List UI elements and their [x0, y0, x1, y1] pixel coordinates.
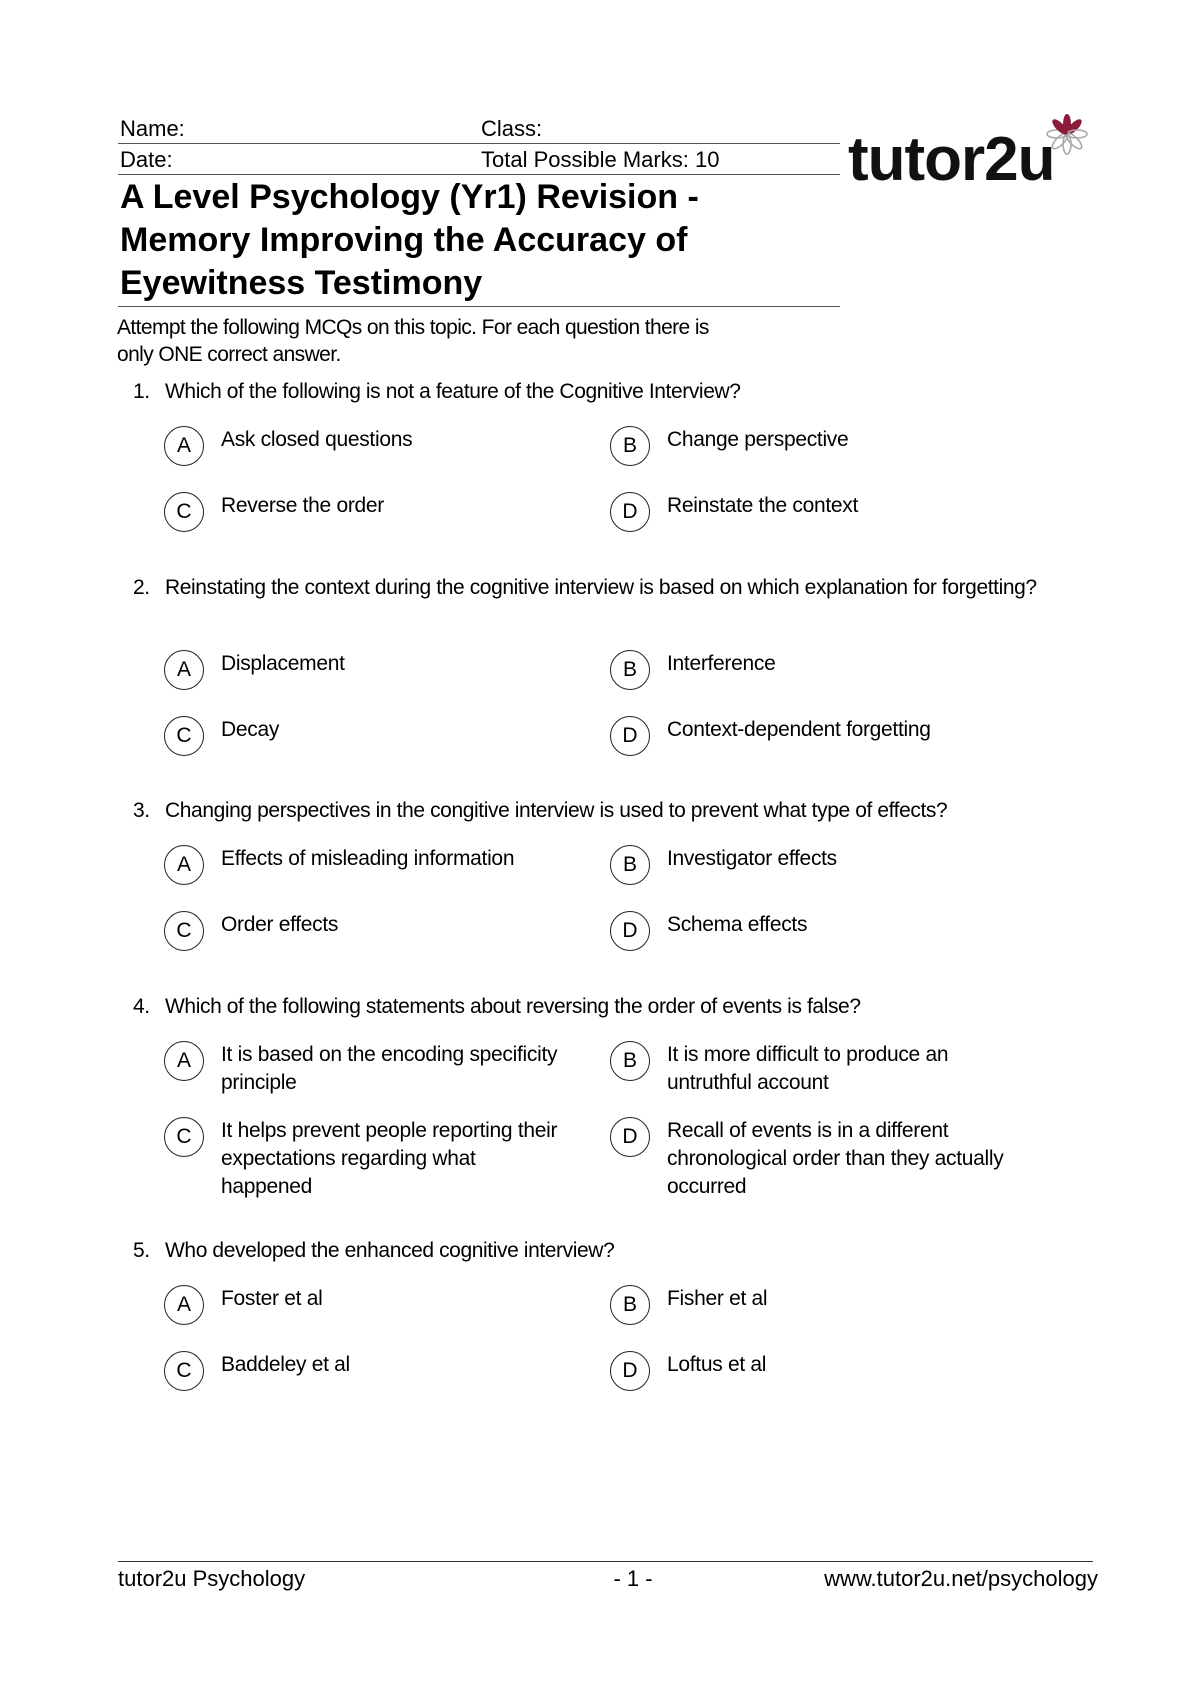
option-text: Order effects — [221, 913, 339, 936]
option-text: It is more difficult to produce an untruthful account — [667, 1043, 949, 1094]
option-text: Foster et al — [221, 1287, 323, 1310]
question-3-text-block — [133, 797, 1093, 825]
footer-divider — [118, 1561, 1093, 1562]
question-1-text-block — [133, 378, 1053, 406]
tutor2u-logo — [848, 112, 1098, 194]
title-line-1: A Level Psychology (Yr1) Revision - — [120, 178, 699, 216]
option-bubble[interactable]: B — [610, 650, 650, 690]
option-text: Interference — [667, 652, 776, 675]
flower-icon — [1045, 112, 1089, 156]
question-number: 3. — [133, 799, 150, 822]
question-5-text-block — [133, 1237, 1053, 1265]
footer-url: www.tutor2u.net/psychology — [824, 1566, 1098, 1591]
instructions-line-2: only ONE correct answer. — [117, 343, 341, 366]
logo-text: tutor2u — [848, 125, 1055, 194]
name-class-row — [118, 113, 840, 144]
option-bubble[interactable]: D — [610, 1117, 650, 1157]
question-number: 2. — [133, 576, 150, 599]
option-text: Loftus et al — [667, 1353, 767, 1376]
option-bubble[interactable]: C — [164, 1117, 204, 1157]
option-bubble[interactable]: B — [610, 1041, 650, 1081]
option-text: Reverse the order — [221, 494, 384, 517]
option-bubble[interactable]: A — [164, 426, 204, 466]
question-text: Which of the following statements about reversing the order of events is false? — [165, 995, 861, 1018]
option-bubble[interactable]: B — [610, 426, 650, 466]
option-text: Reinstate the context — [667, 494, 858, 517]
question-4-text-block — [133, 993, 1053, 1021]
question-number: 4. — [133, 995, 150, 1018]
title-line-2: Memory Improving the Accuracy of — [120, 221, 688, 259]
option-bubble[interactable]: D — [610, 1351, 650, 1391]
option-text: Effects of misleading information — [221, 847, 515, 870]
option-text: Context-dependent forgetting — [667, 718, 931, 741]
option-bubble[interactable]: A — [164, 650, 204, 690]
question-text: Reinstating the context during the cognitive interview is based on which explanation for forgetting? — [165, 576, 1037, 599]
option-bubble[interactable]: C — [164, 1351, 204, 1391]
option-text: Schema effects — [667, 913, 808, 936]
option-bubble[interactable]: D — [610, 911, 650, 951]
option-text: Baddeley et al — [221, 1353, 350, 1376]
option-bubble[interactable]: D — [610, 492, 650, 532]
option-bubble[interactable]: C — [164, 492, 204, 532]
option-bubble[interactable]: A — [164, 1041, 204, 1081]
total-marks-label: Total Possible Marks: 10 — [481, 147, 720, 172]
option-bubble[interactable]: C — [164, 911, 204, 951]
page-number: - 1 - — [613, 1566, 653, 1591]
date-label: Date: — [120, 147, 173, 172]
option-text: Ask closed questions — [221, 428, 413, 451]
option-text: Recall of events is in a different chronological order than they actually occurred — [667, 1119, 1004, 1198]
option-text: Change perspective — [667, 428, 849, 451]
option-text: Fisher et al — [667, 1287, 768, 1310]
question-text: Who developed the enhanced cognitive interview? — [165, 1239, 615, 1262]
option-bubble[interactable]: A — [164, 1285, 204, 1325]
page-title — [120, 176, 840, 305]
option-bubble[interactable]: D — [610, 716, 650, 756]
name-label: Name: — [120, 116, 185, 141]
date-marks-row — [118, 144, 840, 175]
option-text: Investigator effects — [667, 847, 837, 870]
question-text: Which of the following is not a feature of the Cognitive Interview? — [165, 380, 741, 403]
option-text: It helps prevent people reporting their expectations regarding what happened — [221, 1119, 558, 1198]
class-label: Class: — [481, 116, 543, 141]
option-text: Displacement — [221, 652, 345, 675]
option-text: It is based on the encoding specificity principle — [221, 1043, 558, 1094]
question-2-text-block — [133, 574, 1053, 602]
option-text: Decay — [221, 718, 280, 741]
instructions — [117, 314, 837, 368]
option-bubble[interactable]: B — [610, 1285, 650, 1325]
option-bubble[interactable]: B — [610, 845, 650, 885]
title-line-3: Eyewitness Testimony — [120, 264, 483, 302]
instructions-line-1: Attempt the following MCQs on this topic. For each question there is — [117, 316, 709, 339]
question-text: Changing perspectives in the congitive interview is used to prevent what type of effects? — [165, 799, 948, 822]
question-number: 1. — [133, 380, 150, 403]
option-bubble[interactable]: A — [164, 845, 204, 885]
header-fields — [118, 113, 840, 175]
question-number: 5. — [133, 1239, 150, 1262]
option-bubble[interactable]: C — [164, 716, 204, 756]
title-divider — [118, 306, 840, 307]
footer-left: tutor2u Psychology — [118, 1566, 306, 1591]
